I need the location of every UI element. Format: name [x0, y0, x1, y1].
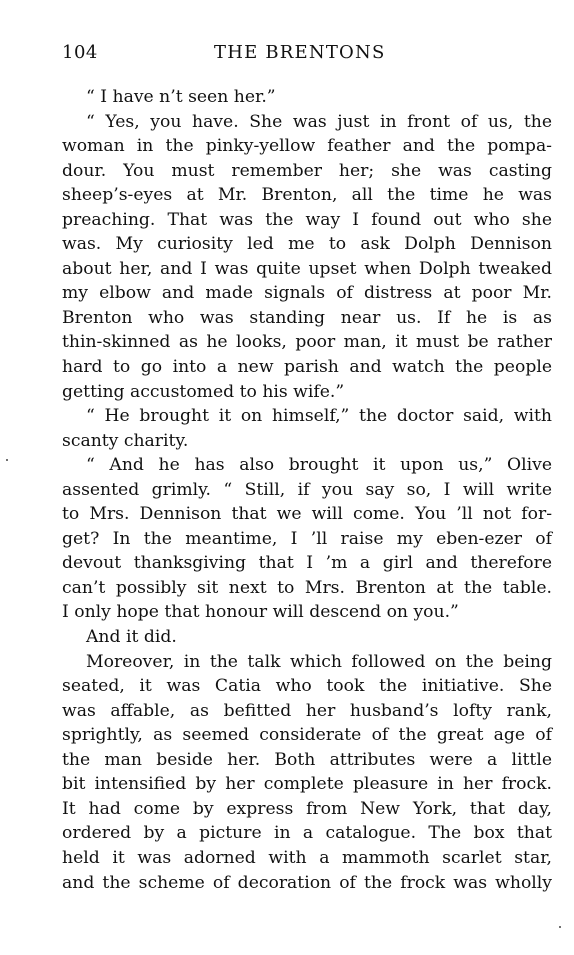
text-line: to Mrs. Dennison that we will come. You ’ll not for-: [62, 504, 552, 525]
text-line: It had come by express from New York, that day,: [62, 798, 552, 819]
text-line: about her, and I was quite upset when Dolph tweaked: [62, 258, 552, 279]
text-line: seated, it was Catia who took the initiative. She: [62, 676, 552, 697]
text-line: get? In the meantime, I ’ll raise my eben-ezer of: [62, 528, 552, 549]
page-header: [62, 42, 552, 70]
text-line: preaching. That was the way I found out who she: [62, 209, 552, 230]
page-number: 104: [62, 42, 98, 63]
text-line: “ Yes, you have. She was just in front of us, the: [86, 111, 552, 132]
text-line: Moreover, in the talk which followed on the being: [86, 651, 552, 672]
text-line: And it did.: [86, 627, 177, 648]
text-line: sprightly, as seemed considerate of the great age of: [62, 725, 552, 746]
scan-speck: [6, 459, 8, 461]
text-line: devout thanksgiving that I ’m a girl and therefore: [62, 553, 552, 574]
text-line: was affable, as befitted her husband’s lofty rank,: [62, 700, 552, 721]
text-line: can’t possibly sit next to Mrs. Brenton at the table.: [62, 577, 552, 598]
scan-speck: [559, 926, 561, 928]
running-title: THE BRENTONS: [214, 42, 386, 63]
text-line: scanty charity.: [62, 430, 189, 451]
text-line: I only hope that honour will descend on you.”: [62, 602, 459, 623]
text-line: thin-skinned as he looks, poor man, it must be rather: [62, 332, 552, 353]
text-line: dour. You must remember her; she was casting: [62, 160, 552, 181]
text-line: assented grimly. “ Still, if you say so, I will write: [62, 479, 552, 500]
text-line: and the scheme of decoration of the frock was wholly: [62, 872, 552, 893]
text-line: held it was adorned with a mammoth scarlet star,: [62, 847, 552, 868]
text-line: getting accustomed to his wife.”: [62, 381, 345, 402]
text-line: “ And he has also brought it upon us,” Olive: [86, 455, 552, 476]
text-line: bit intensified by her complete pleasure in her frock.: [62, 774, 552, 795]
text-line: “ He brought it on himself,” the doctor said, with: [86, 406, 552, 427]
text-line: hard to go into a new parish and watch the people: [62, 357, 552, 378]
text-line: Brenton who was standing near us. If he is as: [62, 307, 552, 328]
text-line: woman in the pinky-yellow feather and the pompa-: [62, 136, 552, 157]
text-line: sheep’s-eyes at Mr. Brenton, all the time he was: [62, 185, 552, 206]
text-line: “ I have n’t seen her.”: [86, 87, 276, 107]
text-line: ordered by a picture in a catalogue. The box that: [62, 823, 552, 844]
text-line: my elbow and made signals of distress at poor Mr.: [62, 283, 552, 304]
text-line: the man beside her. Both attributes were a little: [62, 749, 552, 770]
text-line: was. My curiosity led me to ask Dolph Dennison: [62, 234, 552, 255]
body-text: [62, 85, 552, 895]
